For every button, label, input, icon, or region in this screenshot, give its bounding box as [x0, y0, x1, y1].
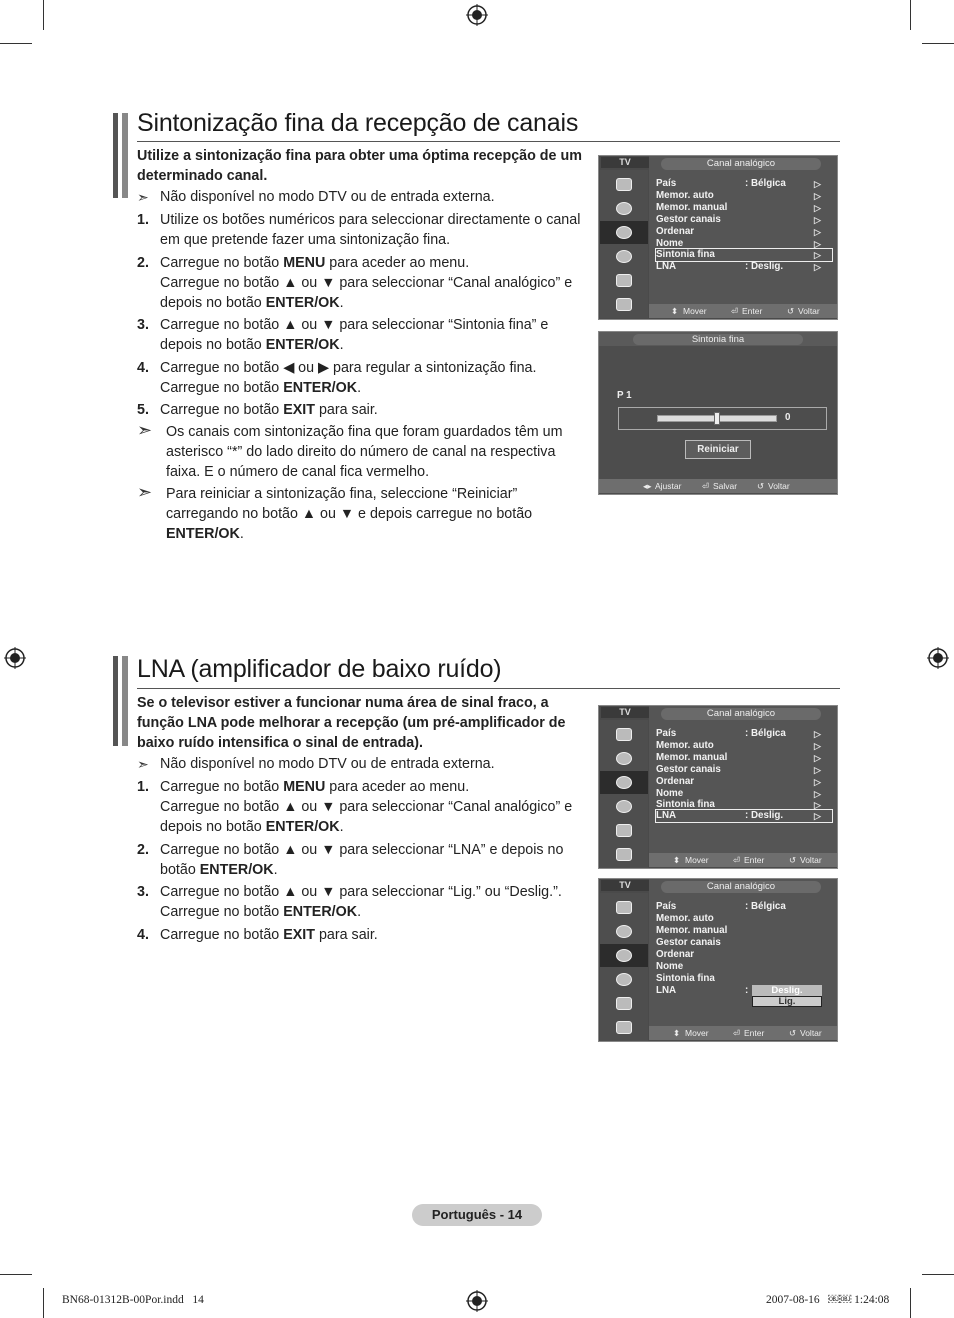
section-rule: [137, 688, 840, 689]
footer-adjust: Ajustar: [655, 481, 682, 491]
step-text: Carregue no botão EXIT para sair.: [160, 402, 378, 418]
menu-header: Canal analógico: [661, 881, 821, 893]
menu-item-value: : Bélgica: [745, 901, 786, 912]
intro-text: Se o televisor estiver a funcionar numa área de sinal fraco, a função LNA pode melhorar a recepção (um pré-amplificador de baixo ruído intensifica o sinal de entrada).: [137, 695, 566, 751]
program-label: P 1: [617, 390, 632, 401]
arrow-note-icon: ➣: [137, 420, 153, 440]
menu-footer: [649, 853, 837, 867]
menu-item-gestor-canais[interactable]: [656, 937, 832, 949]
menu-sidebar: [600, 720, 648, 868]
menu-item-label: Memor. manual: [656, 202, 728, 213]
crop-mark: [922, 43, 954, 44]
chevron-right-icon: ▷: [814, 227, 821, 237]
menu-input-icon[interactable]: [600, 269, 648, 292]
registration-mark-icon: [466, 4, 488, 26]
chevron-right-icon: ▷: [814, 741, 821, 751]
step-text: Carregue no botão ◀ ou ▶ para regular a sintonização fina. Carregue no botão ENTER/OK.: [160, 360, 537, 396]
chevron-right-icon: ▷: [814, 250, 821, 260]
section-bar: [113, 113, 118, 198]
step-text: Carregue no botão ▲ ou ▼ para seleccionar “LNA” e depois no botão ENTER/OK.: [160, 842, 564, 878]
menu-picture-icon[interactable]: [600, 896, 648, 919]
menu-item-label: Gestor canais: [656, 937, 721, 948]
menu-sidebar: [600, 893, 648, 1041]
step-text: Utilize os botões numéricos para seleccionar directamente o canal em que pretende fazer uma sintonização fina.: [160, 212, 581, 248]
menu-item-label: Nome: [656, 961, 684, 972]
footer-move: Mover: [685, 1028, 709, 1038]
chevron-right-icon: ▷: [814, 789, 821, 799]
footer-move: Mover: [685, 855, 709, 865]
step-number: 3.: [137, 317, 149, 333]
footer-enter: Enter: [744, 855, 765, 865]
menu-item-label: Sintonia fina: [656, 973, 715, 984]
intro-text: Utilize a sintonização fina para obter uma óptima recepção de um determinado canal.: [137, 148, 582, 184]
fine-footer: [599, 479, 837, 493]
section-title: LNA (amplificador de baixo ruído): [137, 655, 502, 683]
footer-enter: Enter: [742, 306, 763, 316]
fine-header: Sintonia fina: [633, 334, 803, 345]
chevron-right-icon: ▷: [814, 262, 821, 272]
option-deslig[interactable]: Deslig.: [752, 985, 822, 996]
menu-picture-icon[interactable]: [600, 173, 648, 196]
return-icon: ↺: [787, 306, 795, 316]
step-text: Carregue no botão EXIT para sair.: [160, 927, 378, 943]
menu-item-label: País: [656, 728, 677, 739]
crop-mark: [0, 43, 32, 44]
footer-back: Voltar: [800, 855, 822, 865]
section-rule: [137, 141, 840, 142]
enter-icon: ⏎: [731, 306, 739, 316]
file-slug: BN68-01312B-00Por.indd 14: [62, 1294, 204, 1306]
menu-item-label: Memor. manual: [656, 925, 728, 936]
menu-channel-icon[interactable]: [600, 944, 648, 967]
crop-mark: [0, 1274, 32, 1275]
fine-header-bar: [599, 332, 837, 346]
menu-digital-icon[interactable]: [600, 843, 648, 866]
menu-digital-icon[interactable]: [600, 293, 648, 316]
menu-item-memor-manual[interactable]: [656, 752, 832, 764]
menu-item-memor-auto[interactable]: [656, 913, 832, 925]
menu-item-ordenar[interactable]: [656, 776, 832, 788]
move-icon: ⬍: [673, 855, 681, 865]
registration-mark-icon: [927, 647, 949, 669]
menu-item-label: Sintonia fina: [656, 799, 715, 810]
chevron-right-icon: ▷: [814, 753, 821, 763]
return-icon: ↺: [757, 481, 765, 491]
step-number: 2.: [137, 255, 149, 271]
menu-item-sintonia-fina[interactable]: [656, 973, 832, 985]
menu-item-memor-auto[interactable]: [656, 190, 832, 202]
chevron-right-icon: ▷: [814, 191, 821, 201]
return-icon: ↺: [789, 855, 797, 865]
crop-mark: [922, 1274, 954, 1275]
chevron-right-icon: ▷: [814, 215, 821, 225]
step-text: Carregue no botão MENU para aceder ao menu. Carregue no botão ▲ ou ▼ para seleccionar “Canal analógico” e depois no botão ENTER/OK.: [160, 779, 573, 835]
step-text: Carregue no botão ▲ ou ▼ para seleccionar “Lig.” ou “Deslig.”. Carregue no botão ENTER/OK.: [160, 884, 562, 920]
menu-channel-icon[interactable]: [600, 221, 648, 244]
step-text: Carregue no botão ▲ ou ▼ para seleccionar “Sintonia fina” e depois no botão ENTER/OK.: [160, 317, 549, 353]
menu-channel-icon[interactable]: [600, 771, 648, 794]
fine-tune-screen: [598, 331, 838, 495]
menu-item-sintonia-fina[interactable]: [656, 249, 832, 261]
tv-menu-screen: [598, 155, 838, 320]
crop-mark: [43, 1288, 44, 1318]
menu-item-label: Nome: [656, 788, 684, 799]
footer-back: Voltar: [798, 306, 820, 316]
step-number: 1.: [137, 212, 149, 228]
chevron-right-icon: ▷: [814, 811, 821, 821]
menu-footer: [649, 304, 837, 318]
return-icon: ↺: [789, 1028, 797, 1038]
menu-item-pais[interactable]: [656, 901, 832, 913]
footer-move: Mover: [683, 306, 707, 316]
slider-handle[interactable]: [714, 412, 720, 425]
chevron-right-icon: ▷: [814, 729, 821, 739]
tip-text: Para reiniciar a sintonização fina, seleccione “Reiniciar” carregando no botão ▲ ou ▼ e depois carregue no botão ENTER/OK.: [166, 486, 533, 542]
menu-item-label: LNA: [656, 261, 677, 272]
registration-mark-icon: [466, 1290, 488, 1312]
menu-item-label: Memor. manual: [656, 752, 728, 763]
menu-item-label: Nome: [656, 238, 684, 249]
menu-item-lna[interactable]: [656, 261, 832, 273]
menu-item-lna[interactable]: [656, 810, 832, 822]
menu-input-icon[interactable]: [600, 992, 648, 1015]
menu-setup-icon[interactable]: [600, 968, 648, 991]
step-number: 4.: [137, 360, 149, 376]
menu-setup-icon[interactable]: [600, 795, 648, 818]
note-text: Não disponível no modo DTV ou de entrada externa.: [160, 189, 495, 205]
menu-footer: [649, 1026, 837, 1040]
menu-item-nome[interactable]: [656, 961, 832, 973]
save-icon: ⏎: [702, 481, 710, 491]
menu-item-value: : Bélgica: [745, 728, 786, 739]
footer-back: Voltar: [800, 1028, 822, 1038]
tv-label: TV: [601, 157, 649, 168]
menu-picture-icon[interactable]: [600, 723, 648, 746]
menu-sound-icon[interactable]: [600, 197, 648, 220]
menu-item-label: Gestor canais: [656, 764, 721, 775]
footer-save: Salvar: [713, 481, 738, 491]
menu-item-label: LNA: [656, 810, 677, 821]
crop-mark: [910, 1288, 911, 1318]
menu-setup-icon[interactable]: [600, 245, 648, 268]
tip-text: Os canais com sintonização fina que foram guardados têm um asterisco “*” do lado direito do número de canal na respectiva faixa. E o número de canal fica vermelho.: [166, 424, 563, 480]
menu-item-ordenar[interactable]: [656, 226, 832, 238]
chevron-right-icon: ▷: [814, 800, 821, 810]
left-right-icon: ◂▸: [643, 481, 652, 491]
menu-item-memor-manual[interactable]: [656, 925, 832, 937]
menu-item-label: País: [656, 901, 677, 912]
tv-menu-screen: [598, 705, 838, 869]
menu-sound-icon[interactable]: [600, 747, 648, 770]
menu-item-label: Sintonia fina: [656, 249, 715, 260]
date-slug: 2007-08-16 ￼￼ 1:24:08: [766, 1294, 890, 1306]
enter-icon: ⏎: [733, 1028, 741, 1038]
menu-item-value: : Bélgica: [745, 178, 786, 189]
arrow-note-icon: ➣: [137, 189, 149, 205]
tv-label: TV: [601, 880, 649, 891]
footer-back: Voltar: [768, 481, 790, 491]
section-bar: [122, 656, 128, 746]
menu-item-label: Memor. auto: [656, 913, 714, 924]
tv-label: TV: [601, 707, 649, 718]
arrow-note-icon: ➣: [137, 756, 149, 772]
fine-tune-slider[interactable]: [657, 415, 777, 422]
chevron-right-icon: ▷: [814, 239, 821, 249]
menu-item-label: LNA: [656, 985, 677, 996]
menu-item-pais[interactable]: [656, 178, 832, 190]
section-title: Sintonização fina da recepção de canais: [137, 109, 579, 137]
enter-icon: ⏎: [733, 855, 741, 865]
chevron-right-icon: ▷: [814, 203, 821, 213]
menu-item-pais[interactable]: [656, 728, 832, 740]
menu-item-memor-manual[interactable]: [656, 202, 832, 214]
menu-item-memor-auto[interactable]: [656, 740, 832, 752]
menu-item-label: Ordenar: [656, 776, 695, 787]
menu-item-value: : Deslig.: [745, 261, 784, 272]
menu-item-label: Ordenar: [656, 949, 695, 960]
menu-sound-icon[interactable]: [600, 920, 648, 943]
menu-digital-icon[interactable]: [600, 1016, 648, 1039]
menu-item-label: Gestor canais: [656, 214, 721, 225]
menu-item-value: : Deslig.: [745, 810, 784, 821]
menu-item-label: Memor. auto: [656, 190, 714, 201]
step-number: 3.: [137, 884, 149, 900]
fine-tune-value: 0: [785, 412, 791, 423]
footer-enter: Enter: [744, 1028, 765, 1038]
fine-tune-slider-frame: [618, 407, 827, 430]
arrow-note-icon: ➣: [137, 482, 153, 502]
tv-menu-screen: [598, 878, 838, 1042]
menu-header: Canal analógico: [661, 158, 821, 170]
section-bar: [122, 113, 128, 198]
menu-item-colon: :: [745, 985, 749, 996]
step-number: 5.: [137, 402, 149, 418]
menu-item-ordenar[interactable]: [656, 949, 832, 961]
chevron-right-icon: ▷: [814, 777, 821, 787]
step-number: 2.: [137, 842, 149, 858]
step-number: 4.: [137, 927, 149, 943]
menu-header: Canal analógico: [661, 708, 821, 720]
option-lig[interactable]: Lig.: [752, 996, 822, 1007]
menu-item-gestor-canais[interactable]: [656, 764, 832, 776]
menu-item-gestor-canais[interactable]: [656, 214, 832, 226]
move-icon: ⬍: [671, 306, 679, 316]
step-text: Carregue no botão MENU para aceder ao menu. Carregue no botão ▲ ou ▼ para seleccionar “Canal analógico” e depois no botão ENTER/OK.: [160, 255, 573, 311]
registration-mark-icon: [4, 647, 26, 669]
menu-input-icon[interactable]: [600, 819, 648, 842]
reset-button[interactable]: Reiniciar: [685, 440, 751, 459]
menu-item-label: Memor. auto: [656, 740, 714, 751]
note-text: Não disponível no modo DTV ou de entrada externa.: [160, 756, 495, 772]
page-number: Português - 14: [412, 1204, 542, 1226]
section-bar: [113, 656, 118, 746]
chevron-right-icon: ▷: [814, 765, 821, 775]
move-icon: ⬍: [673, 1028, 681, 1038]
chevron-right-icon: ▷: [814, 179, 821, 189]
step-number: 1.: [137, 779, 149, 795]
menu-sidebar: [600, 170, 648, 318]
menu-item-label: País: [656, 178, 677, 189]
crop-mark: [43, 0, 44, 30]
crop-mark: [910, 0, 911, 30]
menu-item-label: Ordenar: [656, 226, 695, 237]
